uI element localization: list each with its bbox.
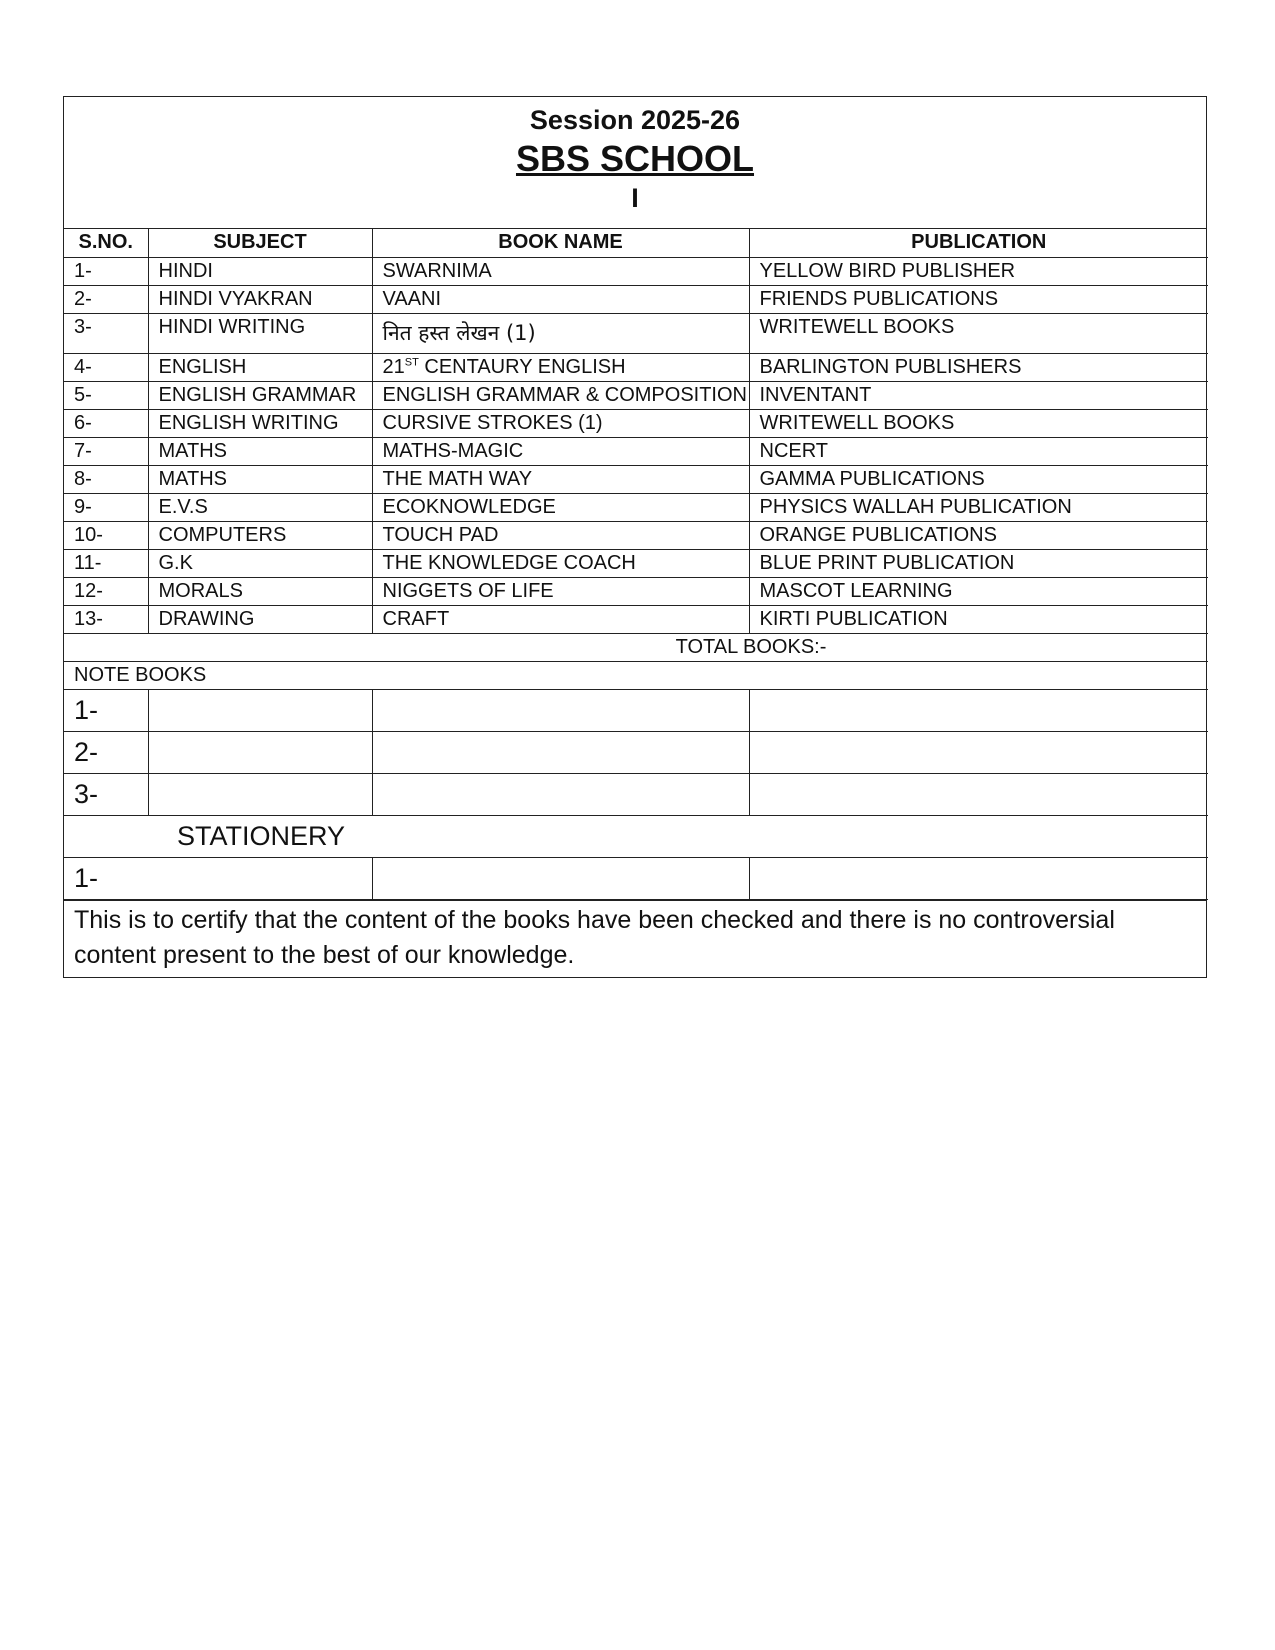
sno-cell: 3- — [64, 313, 148, 353]
stationery-heading-row — [64, 815, 1208, 857]
sno-cell: 12- — [64, 577, 148, 605]
sno-cell: 13- — [64, 605, 148, 633]
stationery-sno-cell: 1- — [64, 857, 372, 899]
sno-cell: 8- — [64, 465, 148, 493]
stationery-label: STATIONERY — [64, 815, 1208, 857]
subject-cell: DRAWING — [148, 605, 372, 633]
subject-cell: HINDI — [148, 257, 372, 285]
sno-cell: 7- — [64, 437, 148, 465]
column-header-publication: PUBLICATION — [749, 229, 1208, 257]
empty-cell — [372, 689, 749, 731]
book-name-cell: THE KNOWLEDGE COACH — [372, 549, 749, 577]
total-books-row — [64, 633, 1208, 661]
subject-cell: ENGLISH WRITING — [148, 409, 372, 437]
empty-cell — [372, 857, 749, 899]
empty-cell — [148, 731, 372, 773]
sno-cell: 2- — [64, 285, 148, 313]
subject-cell: HINDI WRITING — [148, 313, 372, 353]
subject-cell: COMPUTERS — [148, 521, 372, 549]
certification-text: This is to certify that the content of the books have been checked and there is no controversial content present to the best of our knowledge. — [64, 900, 1206, 977]
notebooks-heading-row — [64, 661, 1208, 689]
book-name-cell: ECOKNOWLEDGE — [372, 493, 749, 521]
book-name-cell: THE MATH WAY — [372, 465, 749, 493]
book-name-cell: CRAFT — [372, 605, 749, 633]
book-name-cell-container — [372, 313, 749, 353]
school-name: SBS SCHOOL — [515, 138, 755, 179]
subject-cell: MATHS — [148, 465, 372, 493]
subject-cell: G.K — [148, 549, 372, 577]
book-table — [64, 229, 1208, 900]
notebook-row — [64, 731, 1208, 773]
table-row — [64, 409, 1208, 437]
table-row — [64, 285, 1208, 313]
publication-cell: KIRTI PUBLICATION — [749, 605, 1208, 633]
empty-cell — [749, 731, 1208, 773]
notebook-sno-cell: 2- — [64, 731, 148, 773]
subject-cell: ENGLISH — [148, 353, 372, 381]
table-row — [64, 521, 1208, 549]
sno-cell: 11- — [64, 549, 148, 577]
sno-cell: 4- — [64, 353, 148, 381]
notebook-row — [64, 773, 1208, 815]
book-name-cell: नित हस्त लेखन (1) — [382, 321, 536, 345]
book-name-cell: CURSIVE STROKES (1) — [372, 409, 749, 437]
table-row — [64, 381, 1208, 409]
sno-cell: 10- — [64, 521, 148, 549]
publication-cell: BARLINGTON PUBLISHERS — [749, 353, 1208, 381]
table-row — [64, 493, 1208, 521]
publication-cell: WRITEWELL BOOKS — [749, 313, 1208, 353]
book-name-cell: SWARNIMA — [372, 257, 749, 285]
empty-cell — [372, 731, 749, 773]
column-header-book-name: BOOK NAME — [372, 229, 749, 257]
table-header-row — [64, 229, 1208, 257]
subject-cell: ENGLISH GRAMMAR — [148, 381, 372, 409]
publication-cell: PHYSICS WALLAH PUBLICATION — [749, 493, 1208, 521]
book-name-prefix: 21 — [382, 355, 405, 378]
table-row — [64, 257, 1208, 285]
publication-cell: MASCOT LEARNING — [749, 577, 1208, 605]
book-name-cell: TOUCH PAD — [372, 521, 749, 549]
book-name-superscript: ST — [404, 355, 419, 368]
class-label: I — [631, 183, 639, 213]
subject-cell: MATHS — [148, 437, 372, 465]
subject-cell: HINDI VYAKRAN — [148, 285, 372, 313]
subject-cell: MORALS — [148, 577, 372, 605]
sno-cell: 5- — [64, 381, 148, 409]
book-name-rest: CENTAURY ENGLISH — [418, 355, 626, 378]
empty-cell — [148, 689, 372, 731]
total-books-label: TOTAL BOOKS:- — [64, 633, 1208, 661]
notebooks-label: NOTE BOOKS — [64, 661, 1208, 689]
publication-cell: INVENTANT — [749, 381, 1208, 409]
subject-cell: E.V.S — [148, 493, 372, 521]
table-row — [64, 437, 1208, 465]
publication-cell: ORANGE PUBLICATIONS — [749, 521, 1208, 549]
empty-cell — [749, 689, 1208, 731]
publication-cell: FRIENDS PUBLICATIONS — [749, 285, 1208, 313]
empty-cell — [372, 773, 749, 815]
book-name-cell: NIGGETS OF LIFE — [372, 577, 749, 605]
header — [64, 97, 1206, 229]
column-header-subject: SUBJECT — [148, 229, 372, 257]
notebook-sno-cell: 3- — [64, 773, 148, 815]
publication-cell: BLUE PRINT PUBLICATION — [749, 549, 1208, 577]
table-row — [64, 577, 1208, 605]
book-name-cell: VAANI — [372, 285, 749, 313]
book-name-cell — [372, 353, 749, 381]
table-row — [64, 313, 1208, 353]
sno-cell: 1- — [64, 257, 148, 285]
publication-cell: NCERT — [749, 437, 1208, 465]
empty-cell — [749, 773, 1208, 815]
table-row — [64, 549, 1208, 577]
empty-cell — [749, 857, 1208, 899]
publication-cell: GAMMA PUBLICATIONS — [749, 465, 1208, 493]
stationery-row — [64, 857, 1208, 899]
sno-cell: 6- — [64, 409, 148, 437]
notebook-row — [64, 689, 1208, 731]
empty-cell — [148, 773, 372, 815]
sno-cell: 9- — [64, 493, 148, 521]
column-header-sno: S.NO. — [64, 229, 148, 257]
notebook-sno-cell: 1- — [64, 689, 148, 731]
table-row — [64, 605, 1208, 633]
publication-cell: YELLOW BIRD PUBLISHER — [749, 257, 1208, 285]
book-list-sheet — [63, 96, 1207, 978]
session-title: Session 2025-26 — [529, 105, 741, 135]
publication-cell: WRITEWELL BOOKS — [749, 409, 1208, 437]
book-name-cell: MATHS-MAGIC — [372, 437, 749, 465]
book-name-cell: ENGLISH GRAMMAR & COMPOSITION — [372, 381, 749, 409]
table-row — [64, 465, 1208, 493]
table-row — [64, 353, 1208, 381]
